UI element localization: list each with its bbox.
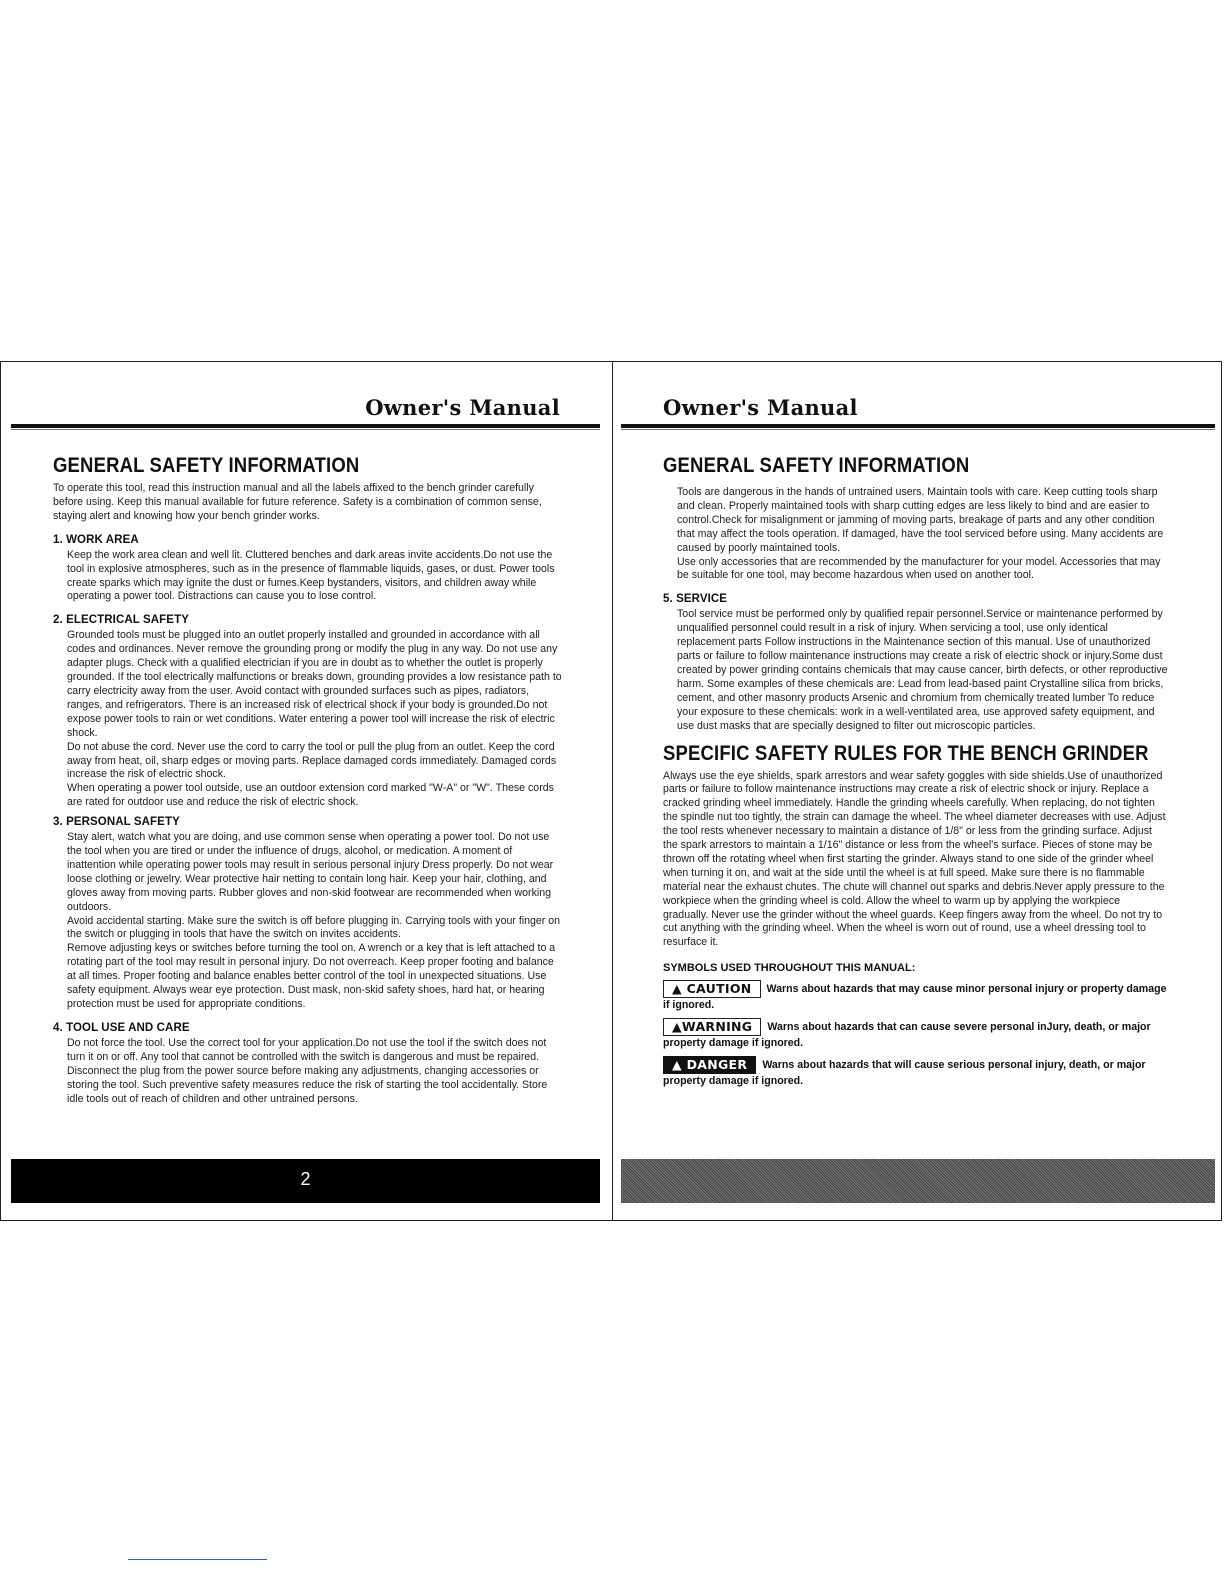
caution-row: [663, 980, 1168, 1012]
left-content: [53, 454, 563, 1106]
service-title: 5. SERVICE: [663, 593, 728, 606]
electrical-safety-paragraph-1: Grounded tools must be plugged into an outlet properly installed and grounded in accordance with all codes and ordinances. Never remove the grounding prong or modify the plug in any way. Do not use any adapter plugs. Check with a qualified electrician if you are in doubt as to whether the outlet is properly grounded. If the tool electrically malfunctions or breaks down, grounding provides a low resistance path to carry electricity away from the user. Avoid contact with grounded surfaces such as pipes, radiators, ranges, and refrigerators. There is an increased risk of electrical shock if your body is grounded.Do not expose power tools to rain or wet conditions. Water entering a power tool will increase the risk of electric shock.: [67, 629, 562, 739]
right-header-rule: [621, 424, 1215, 428]
danger-row: [663, 1056, 1168, 1088]
warning-row: [663, 1018, 1168, 1050]
warning-badge: ▲WARNING: [663, 1018, 761, 1036]
left-page: [1, 362, 613, 1220]
warning-text: Warns about hazards that can cause severe personal inJury, death, or major property damage if ignored.: [663, 1021, 1151, 1050]
right-section-title: GENERAL SAFETY INFORMATION: [663, 454, 970, 477]
danger-badge: ▲ DANGER: [663, 1056, 756, 1074]
service-paragraph: Tool service must be performed only by qualified repair personnel.Service or maintenance performed by unqualified personnel could result in a risk of injury. When servicing a tool, use only identical replacement parts Follow instructions in the Maintenance section of this manual. Use of unauthorized parts or failure to follow maintenance instructions may create a risk of electric shock or injury.Some dust created by power grinding contains chemicals that may cause cancer, birth defects, or other reproductive harm. Some examples of these chemicals are: Lead from lead-based paint Crystalline silica from bricks, cement, and other masonry products Arsenic and chromium from chemically treated lumber To reduce your exposure to these chemicals: work in a well-ventilated area, use approved safety equipment, and use dust masks that are specially designed to filter out microscopic particles.: [677, 608, 1168, 732]
right-content: [663, 454, 1168, 1094]
page-number: 2: [300, 1169, 311, 1189]
electrical-safety-paragraph-2: Do not abuse the cord. Never use the cord to carry the tool or pull the plug from an outlet. Keep the cord away from heat, oil, sharp edges or moving parts. Replace damaged cords immediately. Damaged cords increase the risk of electric shock.: [67, 740, 557, 781]
left-section-title: GENERAL SAFETY INFORMATION: [53, 454, 360, 477]
personal-safety-paragraph-1: Stay alert, watch what you are doing, and use common sense when operating a power tool. Do not use the tool when you are tired or under the influence of drugs, alcohol, or medication. A moment of inattention while operating power tools may result in serious personal injury Dress properly. Do not wear loose clothing or jewelry. Wear protective hair netting to contain long hair. Keep your hair, clothing, and gloves away from moving parts. Rubber gloves and non-skid footwear are recommended when working outdoors.: [67, 831, 554, 913]
tool-care-paragraph-1: Tools are dangerous in the hands of untrained users. Maintain tools with care. Keep cutting tools sharp and clean. Properly maintained tools with sharp cutting edges are less likely to bind and are easier to control.Check for misalignment or jamming of moving parts, breakage of parts and any other condition that may affect the tools operation. If damaged, have the tool serviced before using. Many accidents are caused by poorly maintained tools.: [677, 486, 1164, 554]
bottom-link-underline: [128, 1559, 267, 1560]
work-area-title: 1. WORK AREA: [53, 533, 139, 546]
danger-text: Warns about hazards that will cause serious personal injury, death, or major property damage if ignored.: [663, 1059, 1146, 1088]
specific-rules-title: SPECIFIC SAFETY RULES FOR THE BENCH GRINDER: [663, 741, 1149, 765]
tool-use-paragraph: Do not force the tool. Use the correct tool for your application.Do not use the tool if the switch does not turn it on or off. Any tool that cannot be controlled with the switch is dangerous and must be repaired. Disconnect the plug from the power source before making any adjustments, changing accessories or storing the tool. Such preventive safety measures reduce the risk of starting the tool accidentally. Store idle tools out of reach of children and other untrained persons.: [67, 1036, 548, 1105]
symbols-title: SYMBOLS USED THROUGHOUT THIS MANUAL:: [663, 962, 916, 975]
electrical-safety-title: 2. ELECTRICAL SAFETY: [53, 614, 189, 627]
right-header-title: Owner's Manual: [663, 395, 858, 420]
right-page: [613, 362, 1221, 1220]
intro-paragraph: To operate this tool, read this instruction manual and all the labels affixed to the bench grinder carefully before using. Keep this manual available for future reference. Safety is a combination of common sense, staying alert and knowing how your bench grinder works.: [53, 482, 542, 522]
right-footer-bar: [621, 1159, 1215, 1203]
left-footer-bar: [11, 1159, 600, 1203]
left-header-title: Owner's Manual: [365, 395, 560, 420]
left-header-rule: [11, 424, 600, 428]
work-area-paragraph: Keep the work area clean and well lit. Cluttered benches and dark areas invite accidents.Do not use the tool in explosive atmospheres, such as in the presence of flammable liquids, gases, or dust. Power tools create sparks which may ignite the dust or fumes.Keep bystanders, visitors, and children away while operating a power tool. Distractions can cause you to lose control.: [67, 548, 555, 603]
caution-badge: ▲ CAUTION: [663, 980, 761, 998]
tool-care-paragraph-2: Use only accessories that are recommended by the manufacturer for your model. Accessories that may be suitable for one tool, may become hazardous when used on another tool.: [677, 555, 1161, 582]
tool-use-title: 4. TOOL USE AND CARE: [53, 1021, 190, 1034]
right-header-rule-thin: [621, 429, 1215, 430]
electrical-safety-paragraph-3: When operating a power tool outside, use an outdoor extension cord marked "W-A" or "W". These cords are rated for outdoor use and reduce the risk of electric shock.: [67, 782, 554, 809]
personal-safety-paragraph-2: Avoid accidental starting. Make sure the switch is off before plugging in. Carrying tools with your finger on the switch or plugging in tools that have the switch on invites accidents.: [67, 914, 561, 941]
personal-safety-title: 3. PERSONAL SAFETY: [53, 816, 180, 829]
caution-text: Warns about hazards that may cause minor personal injury or property damage if ignored.: [663, 983, 1167, 1012]
left-header-rule-thin: [11, 429, 600, 430]
manual-spread: [0, 361, 1222, 1221]
personal-safety-paragraph-3: Remove adjusting keys or switches before turning the tool on. A wrench or a key that is left attached to a rotating part of the tool may result in personal injury. Do not overreach. Keep proper footing and balance at all times. Proper footing and balance enables better control of the tool in unexpected situations. Use safety equipment. Always wear eye protection. Dust mask, non-skid safety shoes, hard hat, or hearing protection must be used for appropriate conditions.: [67, 942, 556, 1010]
specific-rules-paragraph: Always use the eye shields, spark arrestors and wear safety goggles with side shields.Use of unauthorized parts or failure to follow maintenance instructions may create a risk of electric shock or injury. Replace a cracked grinding wheel immediately. Handle the grinding wheels carefully. When replacing, do not tighten the spindle nut too tightly, the strain can damage the wheel. The wheel diameter decreases with use. Adjust the tool rests whenever necessary to maintain a distance of 1/8" or less from the grinding surface. Adjust the spark arrestors to maintain a 1/16" distance or less from the wheel's surface. Pieces of stone may be thrown off the rotating wheel when first starting the grinder. Always stand to one side of the grinder wheel when turning it on, and wait at the side until the wheel is at full speed. Make sure there is no flammable material near the exhaust chutes. The chute will channel out sparks and debris.Never apply pressure to the workpiece when the grinding wheel is cold. Allow the wheel to warm up by applying the workpiece gradually. Never use the grinder without the wheel guards. Keep fingers away from the wheel. Do not try to cut anything with the grinding wheel. When the wheel is worn out of round, use a wheel dressing tool to resurface it.: [663, 769, 1166, 949]
